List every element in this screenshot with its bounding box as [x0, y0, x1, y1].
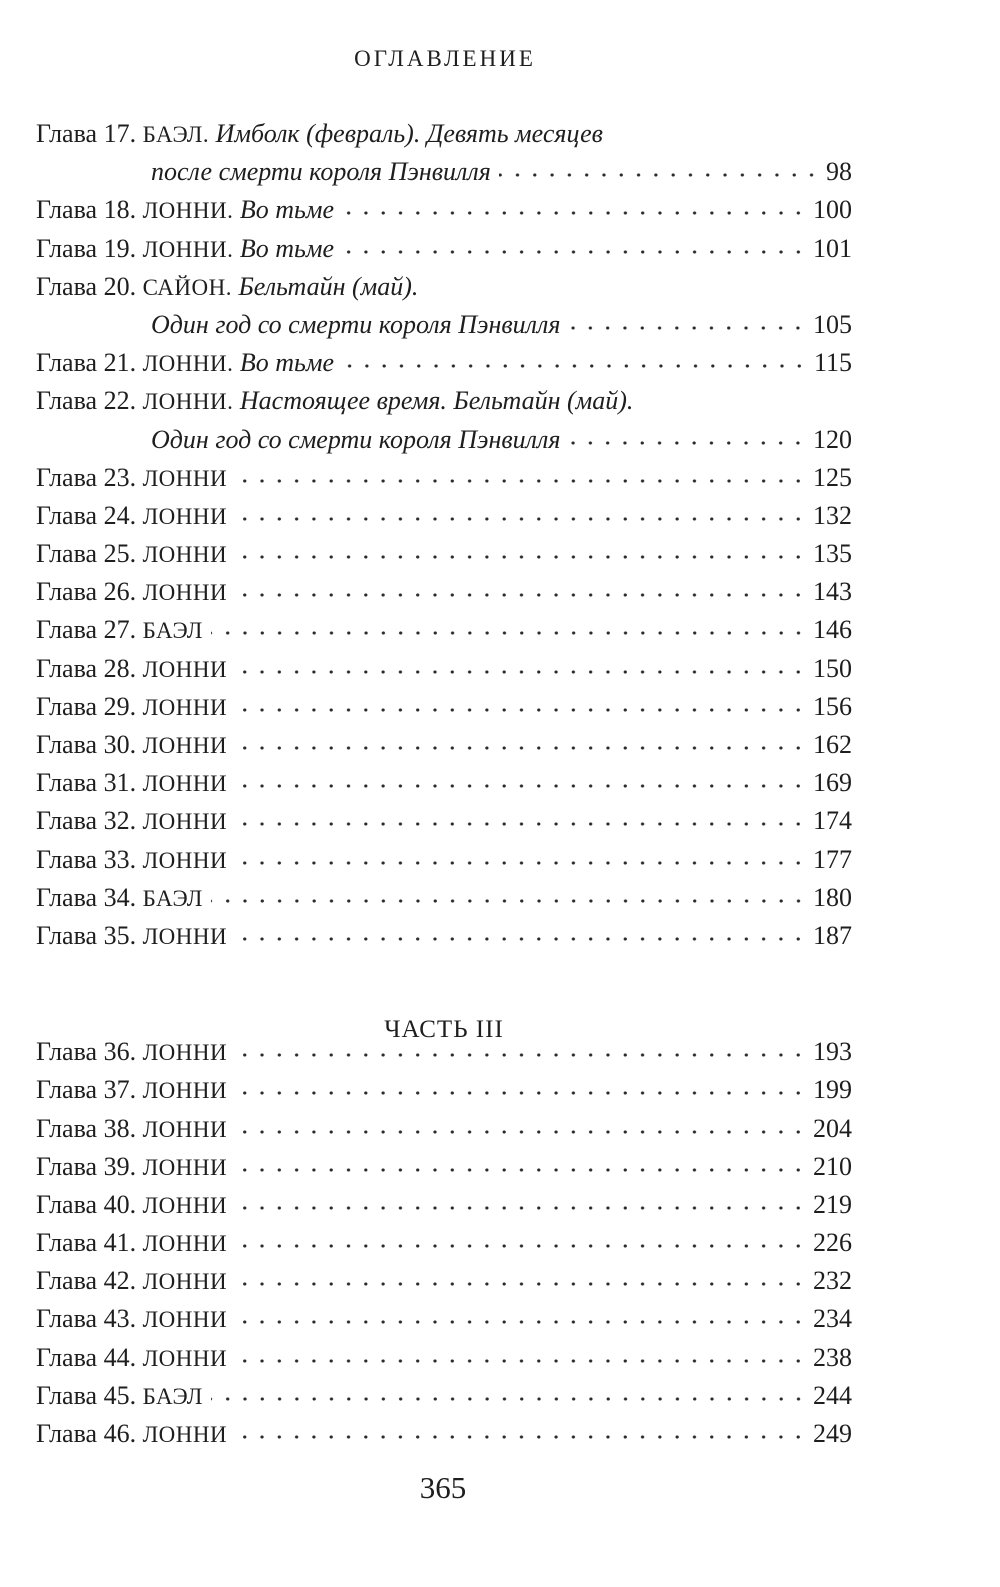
page-reference: 169: [813, 768, 852, 798]
toc-entry: [36, 230, 852, 268]
chapter-number: Глава 40.: [36, 1189, 137, 1219]
toc-entry: [36, 841, 852, 879]
character-name: ЛОННИ: [142, 656, 228, 682]
toc-entry: [36, 1224, 852, 1262]
toc-entry: [36, 1339, 852, 1377]
page-reference: 105: [813, 309, 852, 339]
toc-entry-label: [36, 459, 227, 498]
chapter-subtitle: Настоящее время. Бельтайн (май).: [239, 386, 634, 416]
chapter-subtitle: Во тьме: [239, 348, 334, 378]
toc-entry-label: [36, 879, 203, 918]
character-name: ЛОННИ: [142, 542, 228, 568]
dot-leader: [235, 667, 807, 677]
dot-leader: [235, 1356, 807, 1366]
page-reference: 234: [813, 1304, 852, 1334]
toc-entry-label: [36, 1415, 227, 1454]
toc-entry-label: [36, 764, 227, 803]
character-name: ЛОННИ: [142, 1154, 228, 1180]
chapter-number: Глава 22.: [36, 386, 137, 416]
dot-leader: [211, 628, 807, 638]
toc-entry-label: [36, 1033, 227, 1072]
dot-leader: [235, 1088, 807, 1098]
character-name: ЛОННИ: [142, 1307, 228, 1333]
chapter-number: Глава 17.: [36, 119, 137, 148]
page-reference: 210: [813, 1151, 852, 1181]
chapter-number: Глава 21.: [36, 348, 137, 378]
page-reference: 156: [813, 691, 852, 721]
page-reference: 150: [813, 653, 852, 683]
character-name: ЛОННИ.: [142, 198, 234, 224]
toc-entry-continuation: [36, 421, 852, 459]
page-reference: 125: [813, 462, 852, 492]
page-reference: 174: [813, 806, 852, 836]
chapter-subtitle-continued: Один год со смерти короля Пэнвилля: [151, 309, 561, 339]
dot-leader: [235, 514, 807, 524]
dot-leader: [211, 896, 807, 906]
page-reference: 244: [813, 1380, 852, 1410]
toc-entry-label: [36, 268, 418, 307]
dot-leader: [235, 1203, 807, 1213]
character-name: БАЭЛ.: [142, 122, 210, 147]
page-reference: 115: [813, 348, 852, 378]
chapter-subtitle-continued: после смерти короля Пэнвилля: [151, 157, 491, 187]
chapter-subtitle: Во тьме: [239, 233, 334, 263]
dot-leader: [342, 361, 808, 371]
toc-entry: [36, 1110, 852, 1148]
character-name: ЛОННИ: [142, 1231, 228, 1257]
toc-entry: [36, 382, 852, 420]
dot-leader: [568, 323, 807, 333]
chapter-number: Глава 18.: [36, 195, 137, 225]
toc-entry-label: [36, 497, 227, 536]
character-name: ЛОННИ: [142, 1040, 228, 1066]
character-name: ЛОННИ: [142, 1422, 228, 1447]
toc-entry: [36, 650, 852, 688]
character-name: ЛОННИ: [142, 1116, 228, 1142]
character-name: ЛОННИ: [142, 923, 228, 949]
page-number: 365: [419, 1470, 467, 1505]
toc-entry-label: [36, 1377, 203, 1416]
toc-entry: [36, 1262, 852, 1300]
page-reference: 98: [826, 157, 852, 187]
page-reference: 232: [813, 1266, 852, 1296]
chapter-number: Глава 37.: [36, 1075, 137, 1105]
character-name: ЛОННИ: [142, 465, 228, 491]
dot-leader: [342, 208, 807, 218]
page-reference: 135: [813, 539, 852, 569]
toc-entry-label: [36, 1071, 227, 1110]
page-reference: 180: [813, 882, 852, 912]
page-reference: 199: [813, 1075, 852, 1105]
chapter-number: Глава 34.: [36, 882, 137, 912]
chapter-number: Глава 36.: [36, 1037, 137, 1067]
toc-entry: [36, 1071, 852, 1109]
dot-leader: [235, 1127, 807, 1137]
toc-entry-label: [36, 191, 334, 230]
dot-leader: [499, 170, 820, 180]
page-reference: 100: [813, 195, 852, 225]
dot-leader: [235, 781, 807, 791]
chapter-number: Глава 43.: [36, 1304, 137, 1334]
dot-leader: [211, 1394, 807, 1404]
toc-entry: [36, 268, 852, 306]
toc-entry: [36, 344, 852, 382]
toc-entry-label: [36, 917, 227, 956]
character-name: ЛОННИ.: [142, 389, 234, 415]
toc-entry: [36, 917, 852, 955]
dot-leader: [568, 438, 807, 448]
toc-entry-label: [36, 650, 227, 689]
chapter-number: Глава 29.: [36, 691, 137, 721]
character-name: САЙОН.: [142, 274, 232, 300]
toc-entry-label: [36, 1110, 227, 1149]
chapter-number: Глава 35.: [36, 920, 137, 950]
toc-entry-label: [36, 1300, 227, 1339]
page-reference: 146: [813, 615, 852, 645]
page-reference: 143: [813, 577, 852, 607]
character-name: ЛОННИ.: [142, 351, 234, 377]
toc-entry: [36, 879, 852, 917]
character-name: БАЭЛ: [142, 618, 203, 644]
toc-entry-label: [36, 115, 603, 154]
toc-entry: [36, 535, 852, 573]
toc-entry: [36, 1033, 852, 1071]
toc-entry-label: [36, 573, 227, 612]
toc-entry-label: [36, 1339, 227, 1378]
toc-entry-label: [36, 1224, 227, 1263]
dot-leader: [235, 590, 807, 600]
toc-entry-label: [36, 230, 334, 269]
chapter-number: Глава 30.: [36, 730, 137, 759]
toc-entry: [36, 1415, 852, 1453]
page-reference: 238: [813, 1342, 852, 1372]
character-name: ЛОННИ: [142, 733, 228, 758]
toc-entry-label: [36, 1262, 227, 1301]
dot-leader: [235, 705, 807, 715]
chapter-subtitle: Бельтайн (май).: [238, 271, 419, 301]
chapter-number: Глава 25.: [36, 539, 137, 569]
dot-leader: [235, 476, 807, 486]
character-name: ЛОННИ: [142, 847, 228, 873]
chapter-number: Глава 42.: [36, 1266, 137, 1296]
chapter-number: Глава 31.: [36, 768, 137, 798]
dot-leader: [342, 247, 807, 257]
toc-entry: [36, 1377, 852, 1415]
character-name: ЛОННИ: [142, 1345, 228, 1371]
chapter-number: Глава 26.: [36, 577, 137, 607]
dot-leader: [235, 1317, 807, 1327]
dot-leader: [235, 1279, 807, 1289]
toc-section-1: [36, 115, 852, 955]
page-reference: 162: [813, 730, 852, 759]
chapter-number: Глава 23.: [36, 462, 137, 492]
character-name: ЛОННИ: [142, 809, 228, 835]
dot-leader: [235, 1050, 807, 1060]
toc-entry: [36, 611, 852, 649]
page-reference: 219: [813, 1189, 852, 1219]
toc-entry: [36, 1300, 852, 1338]
dot-leader: [235, 858, 807, 868]
toc-entry: [36, 115, 852, 153]
toc-section-2: [36, 1033, 852, 1453]
toc-entry: [36, 573, 852, 611]
character-name: ЛОННИ: [142, 580, 228, 606]
toc-entry: [36, 459, 852, 497]
chapter-subtitle: Имболк (февраль). Девять месяцев: [215, 119, 603, 148]
dot-leader: [235, 1165, 807, 1175]
character-name: ЛОННИ.: [142, 236, 234, 262]
page-reference: 204: [813, 1113, 852, 1143]
toc-entry: [36, 1186, 852, 1224]
chapter-number: Глава 28.: [36, 653, 137, 683]
part-heading: ЧАСТЬ III: [384, 1016, 504, 1044]
chapter-number: Глава 41.: [36, 1228, 137, 1258]
chapter-number: Глава 38.: [36, 1113, 137, 1143]
toc-entry-label: [36, 1148, 227, 1187]
toc-entry-label: [36, 688, 227, 727]
page-reference: 226: [813, 1228, 852, 1258]
chapter-number: Глава 19.: [36, 233, 137, 263]
toc-entry-label: [36, 535, 227, 574]
toc-entry: [36, 764, 852, 802]
toc-entry-label: [36, 841, 227, 880]
chapter-number: Глава 27.: [36, 615, 137, 645]
chapter-number: Глава 45.: [36, 1380, 137, 1410]
chapter-number: Глава 33.: [36, 844, 137, 874]
toc-entry: [36, 726, 852, 764]
chapter-number: Глава 24.: [36, 500, 137, 530]
dot-leader: [235, 934, 807, 944]
toc-entry-label: [36, 344, 334, 383]
page-reference: 101: [813, 233, 852, 263]
dot-leader: [235, 552, 807, 562]
toc-entry: [36, 497, 852, 535]
toc-entry-label: [36, 802, 227, 841]
chapter-number: Глава 39.: [36, 1151, 137, 1181]
chapter-subtitle-continued: Один год со смерти короля Пэнвилля: [151, 424, 561, 454]
dot-leader: [235, 819, 807, 829]
page-reference: 132: [813, 500, 852, 530]
table-of-contents: [36, 115, 852, 1453]
toc-entry-continuation: [36, 306, 852, 344]
page-reference: 249: [813, 1419, 852, 1448]
toc-entry-label: [36, 726, 227, 765]
character-name: ЛОННИ: [142, 1078, 228, 1104]
toc-entry-label: [36, 611, 203, 650]
toc-entry-label: [36, 1186, 227, 1225]
character-name: ЛОННИ: [142, 1192, 228, 1218]
chapter-number: Глава 20.: [36, 271, 137, 301]
dot-leader: [235, 1241, 807, 1251]
dot-leader: [235, 1432, 807, 1442]
running-head: ОГЛАВЛЕНИЕ: [354, 46, 536, 71]
chapter-number: Глава 44.: [36, 1342, 137, 1372]
toc-entry: [36, 1148, 852, 1186]
toc-entry: [36, 688, 852, 726]
toc-entry-label: [36, 382, 633, 421]
character-name: ЛОННИ: [142, 503, 228, 529]
toc-entry: [36, 191, 852, 229]
toc-entry: [36, 802, 852, 840]
character-name: ЛОННИ: [142, 694, 228, 720]
chapter-subtitle: Во тьме: [239, 195, 334, 225]
character-name: ЛОННИ: [142, 771, 228, 797]
character-name: БАЭЛ: [142, 885, 203, 911]
character-name: БАЭЛ: [142, 1383, 203, 1409]
chapter-number: Глава 46.: [36, 1419, 137, 1448]
page-reference: 193: [813, 1037, 852, 1067]
page-reference: 187: [813, 920, 852, 950]
chapter-number: Глава 32.: [36, 806, 137, 836]
page-reference: 120: [813, 424, 852, 454]
dot-leader: [235, 743, 807, 753]
toc-entry-continuation: [36, 153, 852, 191]
page-reference: 177: [813, 844, 852, 874]
character-name: ЛОННИ: [142, 1269, 228, 1295]
